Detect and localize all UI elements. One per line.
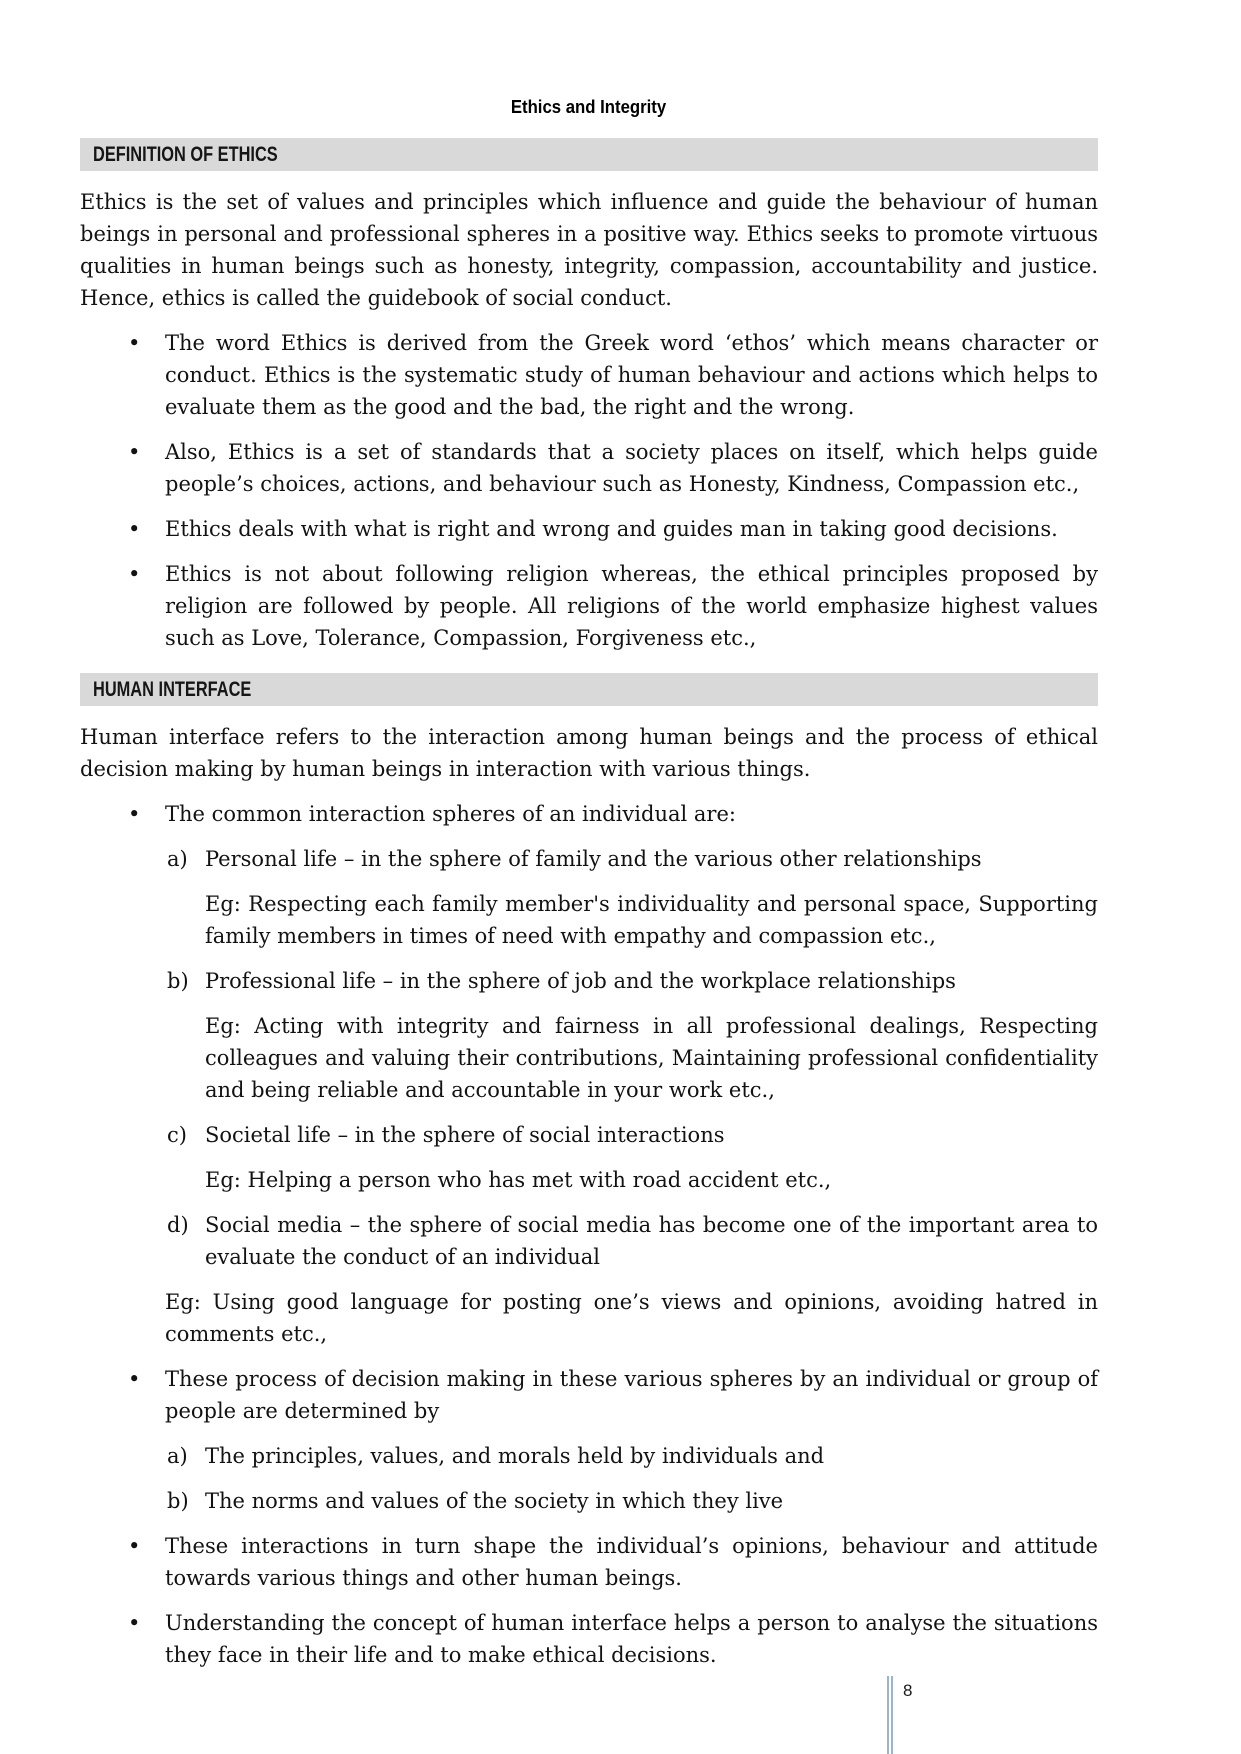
human-interface-bullet-item-2 [80, 1363, 1098, 1427]
bullet-marker: • [128, 802, 141, 826]
section-heading-human-interface-text: HUMAN INTERFACE [93, 678, 252, 701]
list-letter-marker: b) [167, 969, 189, 993]
definition-intro-paragraph: Ethics is the set of values and principles which influence and guide the behaviour of human beings in personal and professional spheres in a positive way. Ethics seeks to promote virtuous qualities in human beings such as honesty, integrity, compassion, accountability and justice. Hence, ethics is called the guidebook of social conduct. [80, 190, 1098, 310]
list-letter-marker: b) [167, 1489, 189, 1513]
human-interface-bullet-item-4 [80, 1607, 1098, 1671]
sphere-item-social-media-text: Social media – the sphere of social media has become one of the important area to evaluate the conduct of an individual [205, 1213, 1098, 1269]
list-letter-marker: d) [167, 1213, 189, 1237]
determinant-item-principles-text: The principles, values, and morals held by individuals and [205, 1444, 825, 1468]
definition-bullet-item-4 [80, 558, 1098, 654]
page-number: 8 [903, 1681, 913, 1700]
section-heading-definition-of-ethics [80, 138, 1098, 171]
bullet-marker: • [128, 517, 141, 541]
bullet-marker: • [128, 1611, 141, 1635]
list-letter-marker: c) [167, 1123, 187, 1147]
footer-divider [887, 1676, 893, 1754]
document-title [80, 97, 1098, 118]
bullet-marker: • [128, 562, 141, 586]
example-professional-life: Eg: Acting with integrity and fairness in all professional dealings, Respecting colleagues and valuing their contributions, Maintaining professional confidentiality and being reliable and accountable in your work etc., [205, 1014, 1098, 1102]
sphere-item-professional-life [80, 965, 1098, 997]
example-social-media: Eg: Using good language for posting one’s views and opinions, avoiding hatred in comments etc., [165, 1290, 1098, 1346]
section-heading-human-interface [80, 673, 1098, 706]
section-heading-definition-text: DEFINITION OF ETHICS [93, 143, 278, 166]
determinant-item-principles [80, 1440, 1098, 1472]
sphere-item-social-media [80, 1209, 1098, 1273]
human-interface-bullet-text-3: These interactions in turn shape the individual’s opinions, behaviour and attitude towards various things and other human beings. [165, 1534, 1098, 1590]
sphere-item-societal-life [80, 1119, 1098, 1151]
example-societal-life: Eg: Helping a person who has met with road accident etc., [205, 1168, 832, 1192]
human-interface-bullet-item-1 [80, 798, 1098, 830]
sphere-item-societal-life-text: Societal life – in the sphere of social interactions [205, 1123, 725, 1147]
example-personal-life: Eg: Respecting each family member's individuality and personal space, Supporting family members in times of need with empathy and compassion etc., [205, 892, 1098, 948]
determinant-item-norms-text: The norms and values of the society in which they live [205, 1489, 784, 1513]
bullet-marker: • [128, 1534, 141, 1558]
list-letter-marker: a) [167, 847, 188, 871]
human-interface-bullet-item-3 [80, 1530, 1098, 1594]
sphere-item-personal-life [80, 843, 1098, 875]
bullet-marker: • [128, 440, 141, 464]
definition-bullet-text-2: Also, Ethics is a set of standards that a society places on itself, which helps guide people’s choices, actions, and behaviour such as Honesty, Kindness, Compassion etc., [165, 440, 1098, 496]
definition-bullet-item-2 [80, 436, 1098, 500]
sphere-item-personal-life-text: Personal life – in the sphere of family and the various other relationships [205, 847, 982, 871]
human-interface-bullet-text-1: The common interaction spheres of an individual are: [165, 802, 736, 826]
page-content [80, 0, 1098, 1671]
list-letter-marker: a) [167, 1444, 188, 1468]
sphere-item-professional-life-text: Professional life – in the sphere of job and the workplace relationships [205, 969, 956, 993]
bullet-marker: • [128, 331, 141, 355]
definition-bullet-item-3 [80, 513, 1098, 545]
human-interface-bullet-text-4: Understanding the concept of human interface helps a person to analyse the situations they face in their life and to make ethical decisions. [165, 1611, 1098, 1667]
human-interface-intro-paragraph: Human interface refers to the interaction among human beings and the process of ethical decision making by human beings in interaction with various things. [80, 725, 1098, 781]
definition-bullet-text-4: Ethics is not about following religion whereas, the ethical principles proposed by religion are followed by people. All religions of the world emphasize highest values such as Love, Tolerance, Compassion, Forgiveness etc., [165, 562, 1098, 650]
determinant-item-norms [80, 1485, 1098, 1517]
definition-bullet-text-1: The word Ethics is derived from the Greek word ‘ethos’ which means character or conduct. Ethics is the systematic study of human behaviour and actions which helps to evaluate them as the good and the bad, the right and the wrong. [165, 331, 1098, 419]
definition-bullet-text-3: Ethics deals with what is right and wrong and guides man in taking good decisions. [165, 517, 1058, 541]
human-interface-bullet-text-2: These process of decision making in these various spheres by an individual or group of people are determined by [165, 1367, 1098, 1423]
definition-bullet-item-1 [80, 327, 1098, 423]
document-title-text: Ethics and Integrity [511, 97, 667, 117]
bullet-marker: • [128, 1367, 141, 1391]
